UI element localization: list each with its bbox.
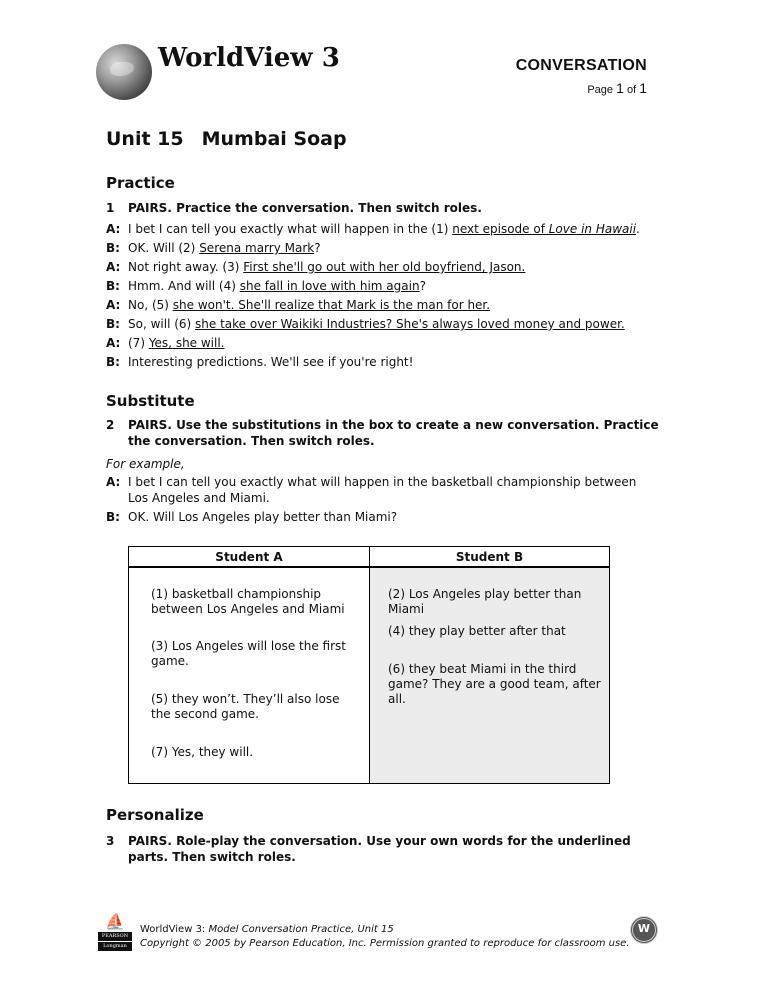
speaker-label: A: bbox=[106, 260, 121, 274]
instruction-number: 3 bbox=[106, 834, 115, 848]
utterance-end: . bbox=[636, 222, 640, 236]
student-b-column bbox=[370, 547, 609, 783]
publisher-bottom: Longman bbox=[98, 942, 132, 951]
underlined-part: Yes, she will. bbox=[148, 336, 225, 350]
utterance-text: OK. Will (2) bbox=[128, 241, 200, 255]
practice-dialogue bbox=[106, 220, 646, 372]
underlined-part: she won't. She'll realize that Mark is the man for her. bbox=[172, 298, 491, 312]
underlined-part: she take over Waikiki Industries? She's always loved money and power. bbox=[195, 317, 625, 331]
page-current: 1 bbox=[616, 80, 624, 96]
unit-name: Mumbai Soap bbox=[201, 128, 347, 150]
utterance bbox=[128, 277, 426, 296]
dialogue-line bbox=[106, 353, 646, 372]
page-total: 1 bbox=[639, 80, 647, 96]
utterance bbox=[128, 315, 625, 334]
utterance-end: ? bbox=[314, 241, 321, 255]
utterance bbox=[128, 353, 413, 372]
publisher-logo bbox=[98, 914, 132, 952]
globe-logo-icon bbox=[96, 44, 152, 100]
speaker-label: B: bbox=[106, 510, 120, 524]
substitution-cell: (3) Los Angeles will lose the first game. bbox=[151, 639, 347, 668]
example-label: For example, bbox=[106, 457, 185, 471]
underlined-part: next episode of bbox=[452, 222, 549, 236]
utterance-text: Hmm. And will (4) bbox=[128, 279, 240, 293]
personalize-heading: Personalize bbox=[106, 806, 204, 824]
substitution-cell: (7) Yes, they will. bbox=[151, 745, 254, 759]
substitution-cell: (6) they beat Miami in the third game? They are a good team, after all. bbox=[388, 662, 601, 706]
example-line bbox=[106, 474, 646, 506]
speaker-label: B: bbox=[106, 355, 120, 369]
substitution-table bbox=[128, 546, 610, 784]
student-a-header: Student A bbox=[129, 547, 369, 568]
substitute-heading: Substitute bbox=[106, 392, 195, 410]
footer-line-1 bbox=[140, 923, 630, 937]
practice-instruction bbox=[106, 200, 666, 216]
speaker-label: A: bbox=[106, 222, 121, 236]
underlined-part: First she'll go out with her old boyfriend, Jason. bbox=[243, 260, 526, 274]
substitution-cell: (1) basketball championship between Los Angeles and Miami bbox=[151, 587, 345, 616]
footer-line-2: Copyright © 2005 by Pearson Education, Inc. Permission granted to reproduce for classroom use. bbox=[140, 938, 630, 949]
utterance-text: Interesting predictions. We'll see if you're right! bbox=[128, 355, 414, 369]
footer-series: WorldView 3: bbox=[140, 924, 209, 935]
instruction-text: PAIRS. Role-play the conversation. Use your own words for the underlined parts. Then switch roles. bbox=[128, 834, 631, 864]
utterance bbox=[128, 239, 321, 258]
substitution-cell: (4) they play better after that bbox=[388, 624, 566, 638]
substitution-cell: (2) Los Angeles play better than Miami bbox=[388, 587, 582, 616]
dialogue-line bbox=[106, 239, 646, 258]
utterance bbox=[128, 296, 490, 315]
speaker-label: A: bbox=[106, 298, 121, 312]
underlined-part: Serena marry Mark bbox=[199, 241, 315, 255]
student-b-header: Student B bbox=[370, 547, 609, 568]
underlined-part: she fall in love with him again bbox=[239, 279, 420, 293]
dialogue-line bbox=[106, 315, 646, 334]
utterance-text: No, (5) bbox=[128, 298, 173, 312]
practice-heading: Practice bbox=[106, 174, 175, 192]
instruction-number: 2 bbox=[106, 418, 115, 432]
instruction-number: 1 bbox=[106, 201, 115, 215]
speaker-label: B: bbox=[106, 279, 120, 293]
utterance-text: So, will (6) bbox=[128, 317, 196, 331]
utterance-text: I bet I can tell you exactly what will happen in the (1) bbox=[128, 222, 453, 236]
personalize-instruction bbox=[106, 833, 666, 865]
speaker-label: A: bbox=[106, 475, 121, 489]
substitute-instruction bbox=[106, 417, 666, 449]
publisher-top: PEARSON bbox=[98, 932, 132, 941]
instruction-text: PAIRS. Practice the conversation. Then switch roles. bbox=[128, 201, 482, 215]
utterance-text: Not right away. (3) bbox=[128, 260, 244, 274]
utterance bbox=[128, 220, 640, 239]
ship-icon: ⛵ bbox=[105, 912, 125, 931]
utterance bbox=[128, 258, 525, 277]
example-line bbox=[106, 509, 646, 525]
dialogue-line bbox=[106, 296, 646, 315]
utterance bbox=[128, 334, 225, 353]
dialogue-line bbox=[106, 277, 646, 296]
example-text: OK. Will Los Angeles play better than Miami? bbox=[128, 510, 398, 524]
dialogue-line bbox=[106, 334, 646, 353]
page-indicator bbox=[587, 80, 647, 96]
dialogue-line bbox=[106, 258, 646, 277]
unit-title bbox=[106, 128, 347, 150]
dialogue-line bbox=[106, 220, 646, 239]
speaker-label: B: bbox=[106, 317, 120, 331]
brand-title: WorldView 3 bbox=[158, 43, 340, 73]
unit-label: Unit 15 bbox=[106, 128, 184, 150]
footer-copyright bbox=[140, 923, 630, 951]
speaker-label: B: bbox=[106, 241, 120, 255]
page-of: of bbox=[626, 84, 637, 96]
instruction-text: PAIRS. Use the substitutions in the box to create a new conversation. Practice the conversation. Then switch roles. bbox=[128, 418, 659, 448]
utterance-end: ? bbox=[419, 279, 426, 293]
seal-icon: W bbox=[630, 916, 658, 944]
example-text: I bet I can tell you exactly what will happen in the basketball championship between Los Angeles and Miami. bbox=[128, 475, 637, 505]
underlined-title: Love in Hawaii bbox=[548, 222, 637, 236]
utterance-text: (7) bbox=[128, 336, 149, 350]
footer-title: Model Conversation Practice, Unit 15 bbox=[208, 924, 394, 935]
substitution-cell: (5) they won’t. They’ll also lose the second game. bbox=[151, 692, 340, 721]
document-type: CONVERSATION bbox=[515, 57, 647, 74]
speaker-label: A: bbox=[106, 336, 121, 350]
page-word: Page bbox=[587, 84, 614, 96]
student-a-column bbox=[129, 547, 370, 783]
